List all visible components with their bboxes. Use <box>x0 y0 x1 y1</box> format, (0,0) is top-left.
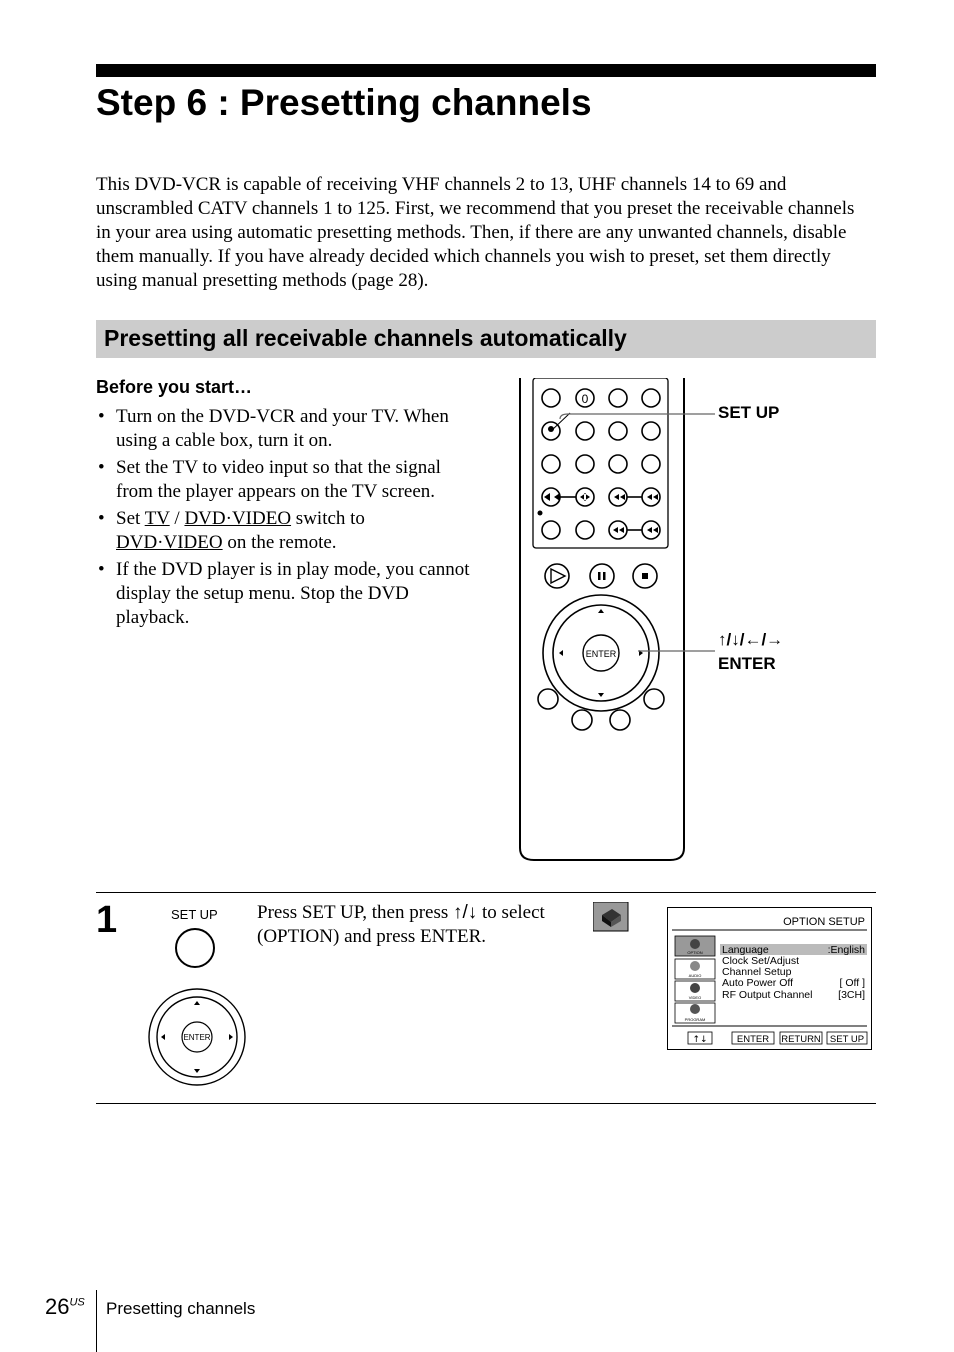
section-title: Presetting all receivable channels automatically <box>104 325 627 351</box>
osd-item-channel: Channel Setup <box>722 966 792 978</box>
side-icon-video: VIDEO <box>688 995 702 1000</box>
osd-screen-drawing <box>668 908 871 1049</box>
side-icon-program: PROGRAM <box>684 1017 706 1022</box>
step-bottom-rule <box>96 1103 876 1104</box>
list-item: • Set TV / DVD·VIDEO switch to DVD·VIDEO on the remote. <box>98 508 365 553</box>
osd-return-button: RETURN <box>781 1034 821 1045</box>
osd-header: OPTION SETUP <box>783 916 865 928</box>
title-rule <box>96 64 876 77</box>
list-item: • Set the TV to video input so that the signal from the player appears on the TV screen. <box>98 457 441 502</box>
remote-enter-label: ENTER <box>585 649 617 659</box>
list-item: • Turn on the DVD-VCR and your TV. When using a cable box, turn it on. <box>98 406 449 451</box>
osd-footer-arrows: ↑↓ <box>692 1035 708 1045</box>
page-number: $26^{US}$ <box>45 1294 85 1319</box>
intro-paragraph: This DVD-VCR is capable of receiving VHF channels 2 to 13, UHF channels 14 to 69 and unscrambled CATV channels 1 to 125. First, we recommend that you preset the receivable channels in your area using automatic presetting methods. Then, if there are any unwanted channels, disable them manually. If you have already decided which channels you wish to preset, set them directly using manual presetting methods (page 28). <box>96 174 855 291</box>
step-number: 1 <box>96 899 118 941</box>
osd-item-rf-value: [3CH] <box>838 989 865 1001</box>
step-instruction: Press SET UP, then press ↑/↓ to select (OPTION) and press ENTER. <box>257 902 545 947</box>
arrows-enter-callout: ↑/↓/←/→ ENTER <box>718 630 784 673</box>
option-setup-screen <box>667 907 872 1050</box>
step-setup-label: SET UP <box>171 907 218 922</box>
side-icon-audio: AUDIO <box>688 973 702 978</box>
osd-item-language: Language <box>722 944 769 956</box>
footer-section-label: Presetting channels <box>106 1299 256 1318</box>
osd-item-language-value: :English <box>827 944 865 956</box>
osd-item-autopower: Auto Power Off <box>722 977 794 989</box>
osd-item-autopower-value: [ Off ] <box>839 977 865 989</box>
setup-button-icon <box>172 927 220 975</box>
pad-enter-label: ENTER <box>183 1033 211 1042</box>
osd-item-rf: RF Output Channel <box>722 989 813 1001</box>
osd-enter-button: ENTER <box>736 1034 770 1045</box>
zero-key-label: 0 <box>581 392 589 406</box>
enter-pad-icon <box>146 986 250 1090</box>
footer-rule <box>96 1290 97 1352</box>
list-item: • If the DVD player is in play mode, you cannot display the setup menu. Stop the DVD playback. <box>98 559 470 628</box>
page-title: Step 6 : Presetting channels <box>96 82 592 123</box>
osd-item-clock: Clock Set/Adjust <box>722 955 800 967</box>
step-top-rule <box>96 892 876 893</box>
setup-callout: SET UP <box>718 403 780 422</box>
osd-setup-button: SET UP <box>829 1034 865 1045</box>
remote-control-illustration <box>510 378 810 868</box>
before-start-heading: Before you start… <box>96 377 253 397</box>
option-toolbox-icon <box>593 902 629 932</box>
side-icon-option: OPTION <box>687 950 703 955</box>
prerequisite-list <box>96 405 476 633</box>
